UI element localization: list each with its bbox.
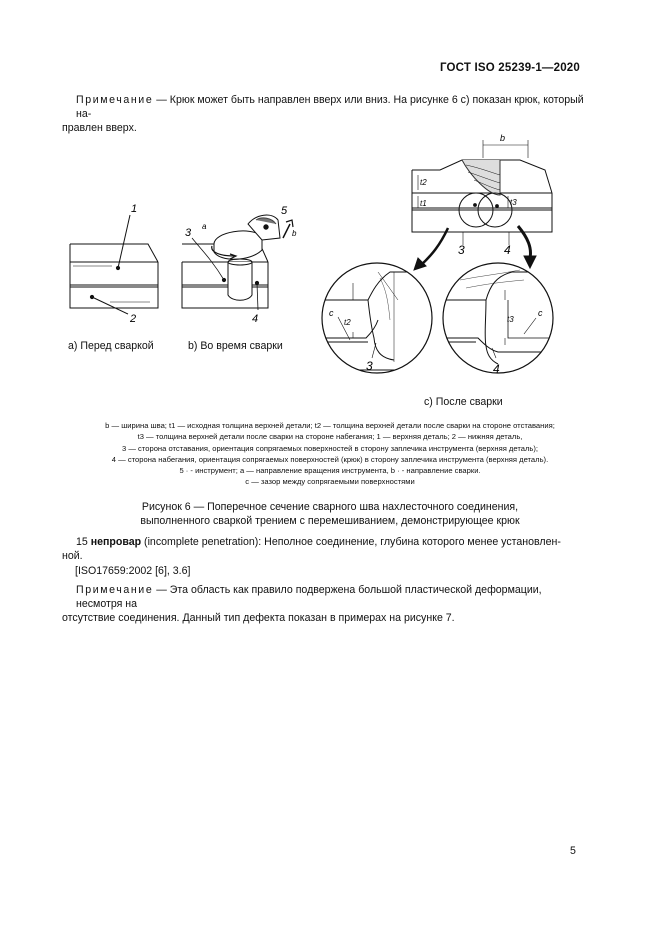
- note-text-line2: отсутствие соединения. Данный тип дефекта показан в примерах на рисунке 7.: [62, 612, 455, 624]
- label-4-detail: 4: [493, 362, 500, 376]
- label-3-b: 3: [185, 227, 192, 239]
- legend-line: b — ширина шва; t1 — исходная толщина верхней детали; t2 — толщина верхней детали после сварки на стороне отставания;: [105, 421, 555, 430]
- legend-line: 3 — сторона отставания, ориентация сопрягаемых поверхностей в сторону заплечика инструмента (верхняя деталь);: [122, 443, 538, 453]
- panel-c-after-welding: [412, 140, 552, 270]
- label-t2-detail: t2: [344, 318, 351, 327]
- label-b-width: b: [500, 133, 506, 143]
- figure-title-line2: выполненного сваркой трением с перемешиванием, демонстрирующее крюк: [140, 515, 520, 527]
- note-text-line1: — Крюк может быть направлен вверх или вниз. На рисунке 6 с) показан крюк, который на-: [76, 94, 584, 120]
- note-text-line1: — Эта область как правило подвержена большой пластической деформации, несмотря на: [76, 584, 542, 610]
- label-t2-top: t2: [420, 178, 427, 187]
- page-number: 5: [570, 845, 576, 857]
- panel-a-before-welding: [70, 215, 158, 314]
- caption-c: с) После сварки: [424, 396, 503, 408]
- note-text-line2: правлен вверх.: [62, 122, 137, 134]
- label-t3-top: t3: [510, 198, 517, 207]
- term-definition-line1: (incomplete penetration): Неполное соединение, глубина которого менее установлен-: [141, 536, 561, 548]
- label-4-c: 4: [504, 243, 511, 257]
- label-c-left: c: [329, 308, 334, 318]
- note-label: Примечание: [76, 584, 154, 596]
- legend-line: 4 — сторона набегания, ориентация сопрягаемых поверхностей (крюк) в сторону заплечика инструмента (верхняя деталь).: [111, 454, 549, 464]
- label-b-direction: b: [292, 229, 297, 238]
- term-reference: [ISO17659:2002 [6], 3.6]: [75, 565, 191, 577]
- detail-circle-retreating-side: [320, 263, 440, 373]
- caption-a: а) Перед сваркой: [68, 340, 154, 352]
- document-code: ГОСТ ISO 25239-1—2020: [439, 62, 580, 74]
- label-1: 1: [131, 203, 138, 215]
- term-15: [62, 535, 584, 563]
- caption-b: b) Во время сварки: [188, 340, 283, 352]
- note-label: Примечание: [76, 94, 154, 106]
- note-2: [62, 583, 584, 625]
- term-definition-line2: ной.: [62, 550, 83, 562]
- panel-b-during-welding: [182, 215, 293, 310]
- legend-line: t3 — толщина верхней детали после сварки на стороне набегания; 1 — верхняя деталь; 2 — нижняя деталь,: [137, 432, 523, 442]
- label-c-right: c: [538, 308, 543, 318]
- label-3-detail: 3: [366, 359, 373, 373]
- figure-title: [60, 500, 600, 528]
- legend-line: 5 · - инструмент; a — направление вращения инструмента, b · - направление сварки.: [179, 466, 481, 476]
- label-a: a: [202, 222, 207, 231]
- detail-circle-advancing-side: [440, 263, 560, 374]
- figure-legend: [40, 420, 620, 488]
- figure-title-line1: Рисунок 6 — Поперечное сечение сварного шва нахлесточного соединения,: [141, 501, 519, 513]
- term-name: непровар: [90, 536, 142, 548]
- label-t3-detail: t3: [507, 315, 514, 324]
- label-3-c: 3: [458, 243, 465, 257]
- legend-line: c — зазор между сопрягаемыми поверхностями: [245, 477, 415, 487]
- term-number: 15: [76, 536, 91, 548]
- label-5: 5: [281, 205, 288, 217]
- label-2-a: 2: [130, 313, 137, 325]
- label-4-b: 4: [252, 313, 259, 325]
- label-t1: t1: [420, 199, 427, 208]
